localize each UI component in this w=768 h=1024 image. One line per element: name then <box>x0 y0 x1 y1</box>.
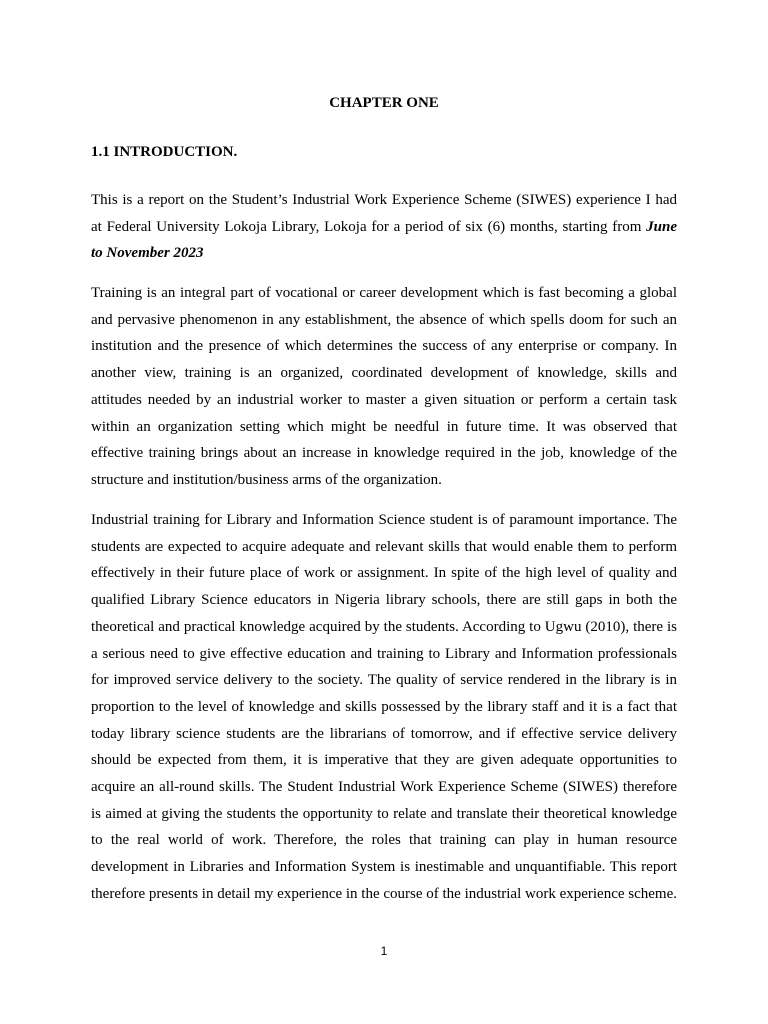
intro-paragraph <box>91 187 677 267</box>
training-paragraph: Training is an integral part of vocational or career development which is fast becoming a global and pervasive phenomenon in any establishment, the absence of which spells doom for such an institution and the presence of which determines the success of any enterprise or company. In another view, training is an organized, coordinated development of knowledge, skills and attitudes needed by an industrial worker to master a given situation or perform a certain task within an organization setting which might be needful in future time. It was observed that effective training brings about an increase in knowledge required in the job, knowledge of the structure and institution/business arms of the organization. <box>91 285 677 488</box>
industrial-training-paragraph: Industrial training for Library and Information Science student is of paramount importance. The students are expected to acquire adequate and relevant skills that would enable them to perform effectively in their future place of work or assignment. In spite of the high level of quality and qualified Library Science educators in Nigeria library schools, there are still gaps in both the theoretical and practical knowledge acquired by the students. According to Ugwu (2010), there is a serious need to give effective education and training to Library and Information professionals for improved service delivery to the society. The quality of service rendered in the library is in proportion to the level of knowledge and skills possessed by the library staff and it is a fact that today library science students are the librarians of tomorrow, and if effective service delivery should be expected from them, it is imperative that they are given adequate opportunities to acquire an all-round skills. The Student Industrial Work Experience Scheme (SIWES) therefore is aimed at giving the students the opportunity to relate and translate their theoretical knowledge to the real world of work. Therefore, the roles that training can play in human resource development in Libraries and Information System is inestimable and unquantifiable. This report therefore presents in detail my experience in the course of the industrial work experience scheme. <box>91 512 678 902</box>
intro-paragraph-period: June to November 2023 <box>91 218 677 262</box>
chapter-title: CHAPTER ONE <box>329 95 439 111</box>
page-number: 1 <box>380 944 388 958</box>
intro-paragraph-text: This is a report on the Student’s Industrial Work Experience Scheme (SIWES) experience I had at Federal University Lokoja Library, Lokoja for a period of six (6) months, starting from <box>91 192 677 235</box>
section-heading: 1.1 INTRODUCTION. <box>91 144 238 160</box>
